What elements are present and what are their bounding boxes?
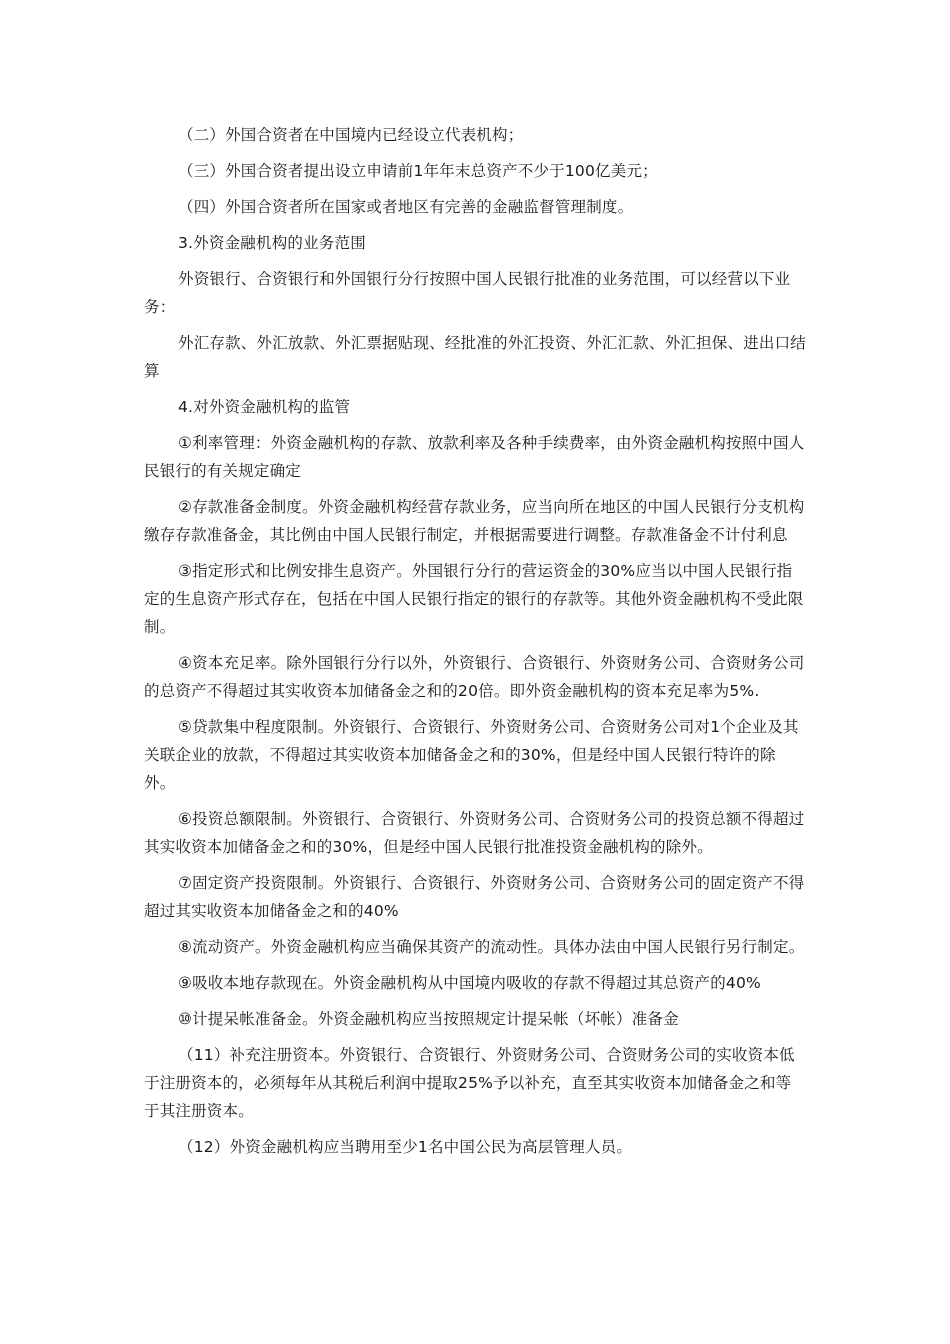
paragraph-bad-debt-reserve: ⑩计提呆帐准备金。外资金融机构应当按照规定计提呆帐（坏帐）准备金	[178, 1010, 679, 1028]
section-heading-supervision: 4.对外资金融机构的监管	[178, 398, 351, 416]
paragraph-capital-adequacy: ④资本充足率。除外国银行分行以外，外资银行、合资银行、外资财务公司、合资财务公司的总资产不得超过其实收资本加储备金之和的20倍。即外资金融机构的资本充足率为5%.	[144, 654, 805, 700]
paragraph-requirement-3: （三）外国合资者提出设立申请前1年年末总资产不少于100亿美元；	[178, 162, 658, 180]
paragraph-loan-concentration: ⑤贷款集中程度限制。外资银行、合资银行、外资财务公司、合资财务公司对1个企业及其关联企业的放款，不得超过其实收资本加储备金之和的30%，但是经中国人民银行特许的除外。	[144, 718, 799, 792]
paragraph-requirement-2: （二）外国合资者在中国境内已经设立代表机构；	[178, 126, 524, 144]
paragraph-registered-capital: （11）补充注册资本。外资银行、合资银行、外资财务公司、合资财务公司的实收资本低于注册资本的，必须每年从其税后利润中提取25%予以补充，直至其实收资本加储备金之和等于其注册资本。	[144, 1046, 795, 1120]
paragraph-local-deposits: ⑨吸收本地存款现在。外资金融机构从中国境内吸收的存款不得超过其总资产的40%	[178, 974, 761, 992]
paragraph-interest-rate: ①利率管理：外资金融机构的存款、放款利率及各种手续费率，由外资金融机构按照中国人民银行的有关规定确定	[144, 434, 805, 480]
paragraph-requirement-4: （四）外国合资者所在国家或者地区有完善的金融监督管理制度。	[178, 198, 634, 216]
paragraph-senior-management: （12）外资金融机构应当聘用至少1名中国公民为高层管理人员。	[178, 1138, 633, 1156]
paragraph-reserve-requirement: ②存款准备金制度。外资金融机构经营存款业务，应当向所在地区的中国人民银行分支机构缴存存款准备金，其比例由中国人民银行制定，并根据需要进行调整。存款准备金不计付利息	[144, 498, 805, 544]
paragraph-fixed-asset-limit: ⑦固定资产投资限制。外资银行、合资银行、外资财务公司、合资财务公司的固定资产不得超过其实收资本加储备金之和的40%	[144, 874, 805, 920]
paragraph-business-scope: 外资银行、合资银行和外国银行分行按照中国人民银行批准的业务范围，可以经营以下业务：	[144, 270, 791, 316]
section-heading-business-scope: 3.外资金融机构的业务范围	[178, 234, 366, 252]
paragraph-business-list: 外汇存款、外汇放款、外汇票据贴现、经批准的外汇投资、外汇汇款、外汇担保、进出口结算	[144, 334, 807, 380]
paragraph-interest-bearing-assets: ③指定形式和比例安排生息资产。外国银行分行的营运资金的30%应当以中国人民银行指定的生息资产形式存在，包括在中国人民银行指定的银行的存款等。其他外资金融机构不受此限制。	[144, 562, 804, 636]
paragraph-investment-limit: ⑥投资总额限制。外资银行、合资银行、外资财务公司、合资财务公司的投资总额不得超过其实收资本加储备金之和的30%，但是经中国人民银行批准投资金融机构的除外。	[144, 810, 805, 856]
document-body	[144, 121, 806, 1169]
paragraph-liquid-assets: ⑧流动资产。外资金融机构应当确保其资产的流动性。具体办法由中国人民银行另行制定。	[178, 938, 805, 956]
